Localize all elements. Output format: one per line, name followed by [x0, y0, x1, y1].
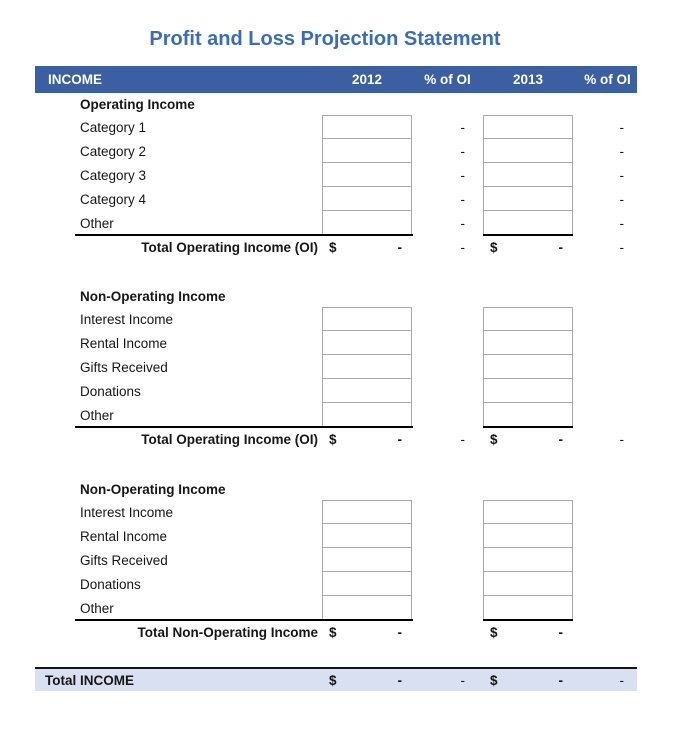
total-pct-2012: - — [460, 240, 465, 255]
amount-cell-2013[interactable] — [483, 331, 573, 355]
row-label: Interest Income — [80, 504, 174, 520]
amount-cell-2012[interactable] — [322, 355, 412, 379]
total-row — [35, 427, 637, 452]
total-amount-2012 — [322, 625, 412, 640]
row-label: Donations — [80, 576, 141, 592]
table-row — [35, 355, 637, 379]
table-row — [35, 115, 637, 139]
total-amount-2013 — [483, 432, 573, 447]
table-row — [35, 524, 637, 548]
total-label: Total Non-Operating Income — [137, 625, 318, 640]
total-value-dash: - — [558, 625, 563, 640]
amount-cell-2012[interactable] — [322, 307, 412, 331]
worksheet — [35, 0, 637, 691]
sum-underline — [75, 619, 413, 621]
total-value-dash: - — [397, 625, 402, 640]
amount-cell-2013[interactable] — [483, 596, 573, 620]
pct-cell-2012: - — [460, 119, 465, 135]
sections — [35, 93, 637, 667]
amount-cell-2012[interactable] — [322, 187, 412, 211]
amount-cell-2012[interactable] — [322, 403, 412, 427]
page-title: Profit and Loss Projection Statement — [149, 28, 501, 50]
amount-cell-2012[interactable] — [322, 500, 412, 524]
pct-cell-2012: - — [460, 143, 465, 159]
row-label: Category 4 — [80, 191, 147, 207]
pct-cell-2012: - — [460, 215, 465, 231]
amount-cell-2013[interactable] — [483, 307, 573, 331]
pct-cell-2013: - — [619, 215, 624, 231]
table-row — [35, 572, 637, 596]
table-row — [35, 548, 637, 572]
amount-cell-2012[interactable] — [322, 572, 412, 596]
table-row — [35, 163, 637, 187]
amount-cell-2013[interactable] — [483, 524, 573, 548]
row-label: Donations — [80, 383, 141, 399]
sum-underline — [483, 234, 573, 236]
amount-cell-2013[interactable] — [483, 139, 573, 163]
table-row — [35, 403, 637, 427]
table-row — [35, 379, 637, 403]
header-col-pct-oi-2012: % of OI — [424, 72, 471, 87]
total-value-dash: - — [397, 240, 402, 255]
total-label: Total Operating Income (OI) — [141, 240, 318, 255]
amount-cell-2013[interactable] — [483, 211, 573, 235]
row-label: Rental Income — [80, 335, 168, 351]
total-row — [35, 235, 637, 260]
amount-cell-2013[interactable] — [483, 355, 573, 379]
section-heading: Non-Operating Income — [80, 289, 226, 304]
amount-cell-2012[interactable] — [322, 524, 412, 548]
amount-cell-2013[interactable] — [483, 403, 573, 427]
pct-cell-2013: - — [619, 143, 624, 159]
total-pct-2013: - — [619, 240, 624, 255]
total-amount-2012 — [322, 432, 412, 447]
sum-underline — [75, 426, 413, 428]
table-row — [35, 139, 637, 163]
income-header-bar — [35, 66, 637, 93]
row-label: Other — [80, 215, 114, 231]
grand-total-pct-2013: - — [619, 672, 624, 688]
amount-cell-2013[interactable] — [483, 572, 573, 596]
currency-symbol: $ — [490, 625, 498, 640]
amount-cell-2012[interactable] — [322, 596, 412, 620]
grand-total-amount-2013 — [483, 673, 573, 688]
sum-underline — [483, 619, 573, 621]
total-amount-2013 — [483, 240, 573, 255]
total-amount-2013 — [483, 625, 573, 640]
amount-cell-2013[interactable] — [483, 500, 573, 524]
total-pct-2013: - — [619, 432, 624, 447]
table-row — [35, 187, 637, 211]
amount-cell-2012[interactable] — [322, 548, 412, 572]
grand-total-pct-2012: - — [460, 672, 465, 688]
currency-symbol: $ — [329, 625, 337, 640]
total-pct-2012: - — [460, 432, 465, 447]
currency-symbol: $ — [490, 240, 498, 255]
section-heading: Operating Income — [80, 97, 195, 112]
sum-underline — [75, 234, 413, 236]
grand-total-label: Total INCOME — [45, 672, 134, 688]
row-label: Other — [80, 407, 114, 423]
amount-cell-2012[interactable] — [322, 211, 412, 235]
total-value-dash: - — [558, 432, 563, 447]
section-gap — [35, 260, 637, 285]
amount-cell-2012[interactable] — [322, 115, 412, 139]
table-row — [35, 331, 637, 355]
table-row — [35, 307, 637, 331]
pct-cell-2013: - — [619, 191, 624, 207]
pct-cell-2012: - — [460, 191, 465, 207]
total-label: Total Operating Income (OI) — [141, 432, 318, 447]
currency-symbol: $ — [329, 432, 337, 447]
amount-cell-2013[interactable] — [483, 187, 573, 211]
header-col-2012: 2012 — [351, 72, 383, 87]
currency-symbol: $ — [329, 240, 337, 255]
currency-symbol: $ — [490, 432, 498, 447]
table-row — [35, 211, 637, 235]
amount-cell-2013[interactable] — [483, 163, 573, 187]
total-value-dash: - — [558, 240, 563, 255]
sum-underline — [483, 426, 573, 428]
row-label: Gifts Received — [80, 359, 168, 375]
header-col-pct-oi-2013: % of OI — [584, 72, 631, 87]
total-value-dash: - — [397, 672, 402, 688]
header-col-2013: 2013 — [512, 72, 544, 87]
total-row — [35, 620, 637, 645]
total-amount-2012 — [322, 240, 412, 255]
amount-cell-2013[interactable] — [483, 379, 573, 403]
amount-cell-2013[interactable] — [483, 115, 573, 139]
amount-cell-2012[interactable] — [322, 139, 412, 163]
section-gap — [35, 452, 637, 478]
amount-cell-2013[interactable] — [483, 548, 573, 572]
grand-total-amount-2012 — [322, 673, 412, 688]
total-value-dash: - — [558, 672, 563, 688]
pct-cell-2012: - — [460, 167, 465, 183]
row-label: Interest Income — [80, 311, 174, 327]
pct-cell-2013: - — [619, 119, 624, 135]
row-label: Category 1 — [80, 119, 147, 135]
row-label: Other — [80, 600, 114, 616]
total-value-dash: - — [397, 432, 402, 447]
section-gap — [35, 645, 637, 667]
grand-total-bar — [35, 667, 637, 691]
amount-cell-2012[interactable] — [322, 331, 412, 355]
row-label: Rental Income — [80, 528, 168, 544]
currency-symbol: $ — [329, 672, 337, 688]
table-row — [35, 596, 637, 620]
row-label: Category 3 — [80, 167, 147, 183]
amount-cell-2012[interactable] — [322, 163, 412, 187]
table-row — [35, 500, 637, 524]
section-heading: Non-Operating Income — [80, 482, 226, 497]
amount-cell-2012[interactable] — [322, 379, 412, 403]
row-label: Gifts Received — [80, 552, 168, 568]
currency-symbol: $ — [490, 672, 498, 688]
header-income-label: INCOME — [48, 72, 102, 87]
row-label: Category 2 — [80, 143, 147, 159]
pct-cell-2013: - — [619, 167, 624, 183]
